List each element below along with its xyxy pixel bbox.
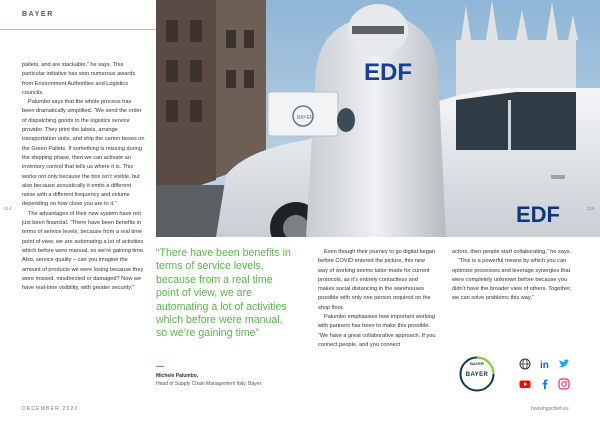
globe-icon[interactable]: [519, 358, 531, 370]
paragraph: “This is a powerful means by which you can optimise processes and leverage synergies that were completely unknown before because you didn’t have the broader view of others. Together, we can solve problems this way.”: [452, 258, 572, 302]
footer-url[interactable]: hoovingschief.eu: [531, 406, 569, 412]
bayer-logo[interactable]: [459, 356, 495, 392]
twitter-icon[interactable]: [558, 358, 570, 370]
brand-title: BAYER: [22, 11, 54, 18]
box-logo-text: BAYER: [297, 115, 314, 121]
body-text-column-left: [22, 61, 145, 293]
svg-text:in: in: [540, 360, 549, 370]
paragraph: Even though their journey to go digital began before COVID entered the picture, this new way of working seems tailor-made for current protocols, as it’s entirely contactless and makes social distancing in the warehouses possible with only one person required on the shop floor.: [318, 249, 436, 311]
instagram-icon[interactable]: [558, 378, 570, 390]
youtube-icon[interactable]: [519, 378, 531, 390]
van-edf-text: EDF: [516, 202, 560, 227]
logo-vertical-text: BAYER: [470, 361, 484, 366]
worker-photo-illustration: [156, 0, 600, 237]
pull-quote: “There have been benefits in terms of service levels, because from a real time point of view, we are automating a lot of activities which before were manual, so we’re gaining time”: [156, 247, 291, 340]
footer-date: DECEMBER 2020: [22, 406, 79, 412]
body-text-column-middle: [318, 248, 436, 350]
paragraph: actors, then people start collaborating,” he says.: [452, 249, 572, 255]
paragraph: Palumbo emphasises how important working with partners has been to make this possible. “We have a great collaborative approach. If you connect people, and you connect: [318, 314, 436, 348]
body-text-column-right: [452, 248, 578, 304]
page-number-right: 215: [587, 206, 595, 211]
paragraph: The advantages of their new system have not just been financial. “There have been benefits in terms of service levels, because from a real time point of view, we are automating a lot of activities which before were manual, so we’re gaining time. Also, service quality – can you imagine the amount of products we were losing because they were missed, misdirected or damaged? Now we have real-time visibility, with greater security.”: [22, 210, 145, 292]
hero-photo: [156, 0, 600, 237]
quote-author-role: Head of Supply Chain Management Italy, Bayer.: [156, 381, 263, 387]
quote-author-name: Michele Palumbo,: [156, 373, 199, 379]
page-number-left: 214: [4, 206, 12, 211]
linkedin-icon[interactable]: [539, 358, 551, 370]
paragraph: pallets, and are stackable,” he says. This particular initiative has won numerous awards from Environment Authorities and Logistics councils.: [22, 62, 136, 96]
paragraph: Palumbo says that the whole process has been dramatically simplified. “We send the order of dispatching goods to the logistics service provider. They print the labels, arrange transportation units, and ship the carton boxes on the Green Pallets. If something is missing during the shipping phase, then we can activate an inventory control that tells us where it is. This works not only because the box isn’t visible, but also because acoustically it emits a different noise with a different frequency and volume depending on how close you are to it.”: [22, 99, 145, 208]
suit-edf-text: EDF: [364, 59, 412, 86]
logo-horizontal-text: BAYER: [465, 372, 489, 378]
quote-divider: [156, 366, 164, 367]
facebook-icon[interactable]: [539, 378, 551, 390]
